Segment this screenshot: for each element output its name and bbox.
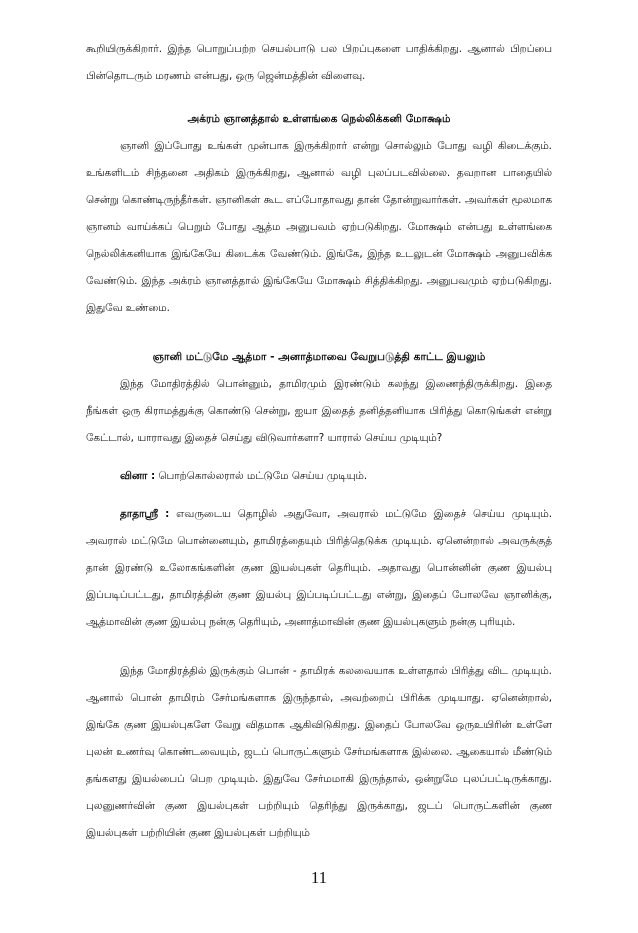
question-text: பொற்கொல்லரால் மட்டுமே செய்ய முடியும். [155, 470, 368, 482]
paragraph-gnani-path: ஞானி இப்போது உங்கள் முன்பாக இருக்கிறார் என்று சொல்லும் போது வழி கிடைக்கும். உங்களிடம் சிந்தனை அதிகம் இருக்கிறது, ஆனால் வழி புலப்படவில்லை. தவறான பாதையில் சென்று கொண்டிருந்தீர்கள். ஞானிகள் கூட எப்போதாவது தான் தோன்றுவார்கள். அவர்கள் மூலமாக ஞானம் வாய்க்கப் பெறும் போது ஆத்ம அனுபவம் ஏற்படுகிறது. மோக்ஷம் என்பது உள்ளங்கை நெல்லிக்கனியாக இங்கேயே கிடைக்க வேண்டும். இங்கே, இந்த உடலுடன் மோக்ஷம் அனுபவிக்க வேண்டும். இந்த அக்ரம் ஞானத்தால் இங்கேயே மோக்ஷம் சித்திக்கிறது. அனுபவமும் ஏற்படுகிறது. இதுவே உண்மை. [86, 140, 552, 314]
section-heading-gnani-self: ஞானி மட்டுமே ஆத்மா - அனாத்மாவை வேறுபடுத்தி காட்ட இயலும் [152, 351, 486, 363]
paragraph-ring-gold-copper: இந்த மோதிரத்தில் பொன்னும், தாமிரமும் இரண்டும் கலந்து இணைந்திருக்கிறது. இதை நீங்கள் ஒரு கிராமத்துக்கு கொண்டு சென்று, ஐயா இதைத் தனித்தனியாக பிரித்து கொடுங்கள் என்று கேட்டால், யாராவது இதைச் செய்து விடுவார்களா? யாரால் செய்ய முடியும்? [86, 378, 552, 444]
paragraph-continued: கூறியிருக்கிறார். இந்த பொறுப்பற்ற செயல்பாடு பல பிறப்புகளை பாதிக்கிறது. ஆனால் பிறப்பை பின்தொடரும் மரணம் என்பது, ஒரு ஜென்மத்தின் விளைவு. [86, 43, 552, 82]
question-label: வினா : [120, 470, 156, 482]
paragraph-alloy-compound: இந்த மோதிரத்தில் இருக்கும் பொன் - தாமிரக் கலவையாக உள்ளதால் பிரித்து விட முடியும். ஆனால் பொன் தாமிரம் சேர்மங்களாக இருந்தால், அவற்றைப் பிரிக்க முடியாது. ஏனென்றால், இங்கே குண இயல்புகளே வேறு விதமாக ஆகிவிடுகிறது. இதைப் போலவே ஒருஉயிரின் உள்ளே புலன் உணர்வு கொண்டவையும், ஜடப் பொருட்களும் சேர்மங்களாக இல்லை. ஆகையால் மீண்டும் தங்களது இயல்பைப் பெற முடியும். இதுவே சேர்மமாகி இருந்தால், ஒன்றுமே புலப்பட்டிருக்காது. புலனுணர்வின் குண இயல்புகள் பற்றியும் தெரிந்து இருக்காது, ஜடப் பொருட்களின் குண இயல்புகள் பற்றியின் குண இயல்புகள் பற்றியும் [86, 665, 552, 839]
section-heading-akram-gnan: அக்ரம் ஞானத்தால் உள்ளங்கை நெல்லிக்கனி மோக்ஷம் [187, 113, 451, 125]
question-paragraph [86, 463, 552, 490]
page-number: 11 [310, 868, 328, 887]
answer-label: தாதாஸ்ரீ : [120, 508, 170, 520]
answer-text: எவருடைய தொழில் அதுவோ, அவரால் மட்டுமே இதைச் செய்ய முடியும். அவரால் மட்டுமே பொன்னையும், தாமிரத்தையும் பிரித்தெடுக்க முடியும். ஏனென்றால் அவருக்குத் தான் இரண்டு உலோகங்களின் குண இயல்புகள் தெரியும். அதாவது பொன்னின் குண இயல்பு இப்படிப்பட்டது, தாமிரத்தின் குண இயல்பு இப்படிப்பட்டது என்று, இதைப் போலவே ஞானிக்கு, ஆத்மாவின் குண இயல்பு நன்கு தெரியும், அனாத்மாவின் குண இயல்புகளும் நன்கு புரியும். [86, 508, 552, 628]
answer-paragraph [86, 501, 552, 636]
